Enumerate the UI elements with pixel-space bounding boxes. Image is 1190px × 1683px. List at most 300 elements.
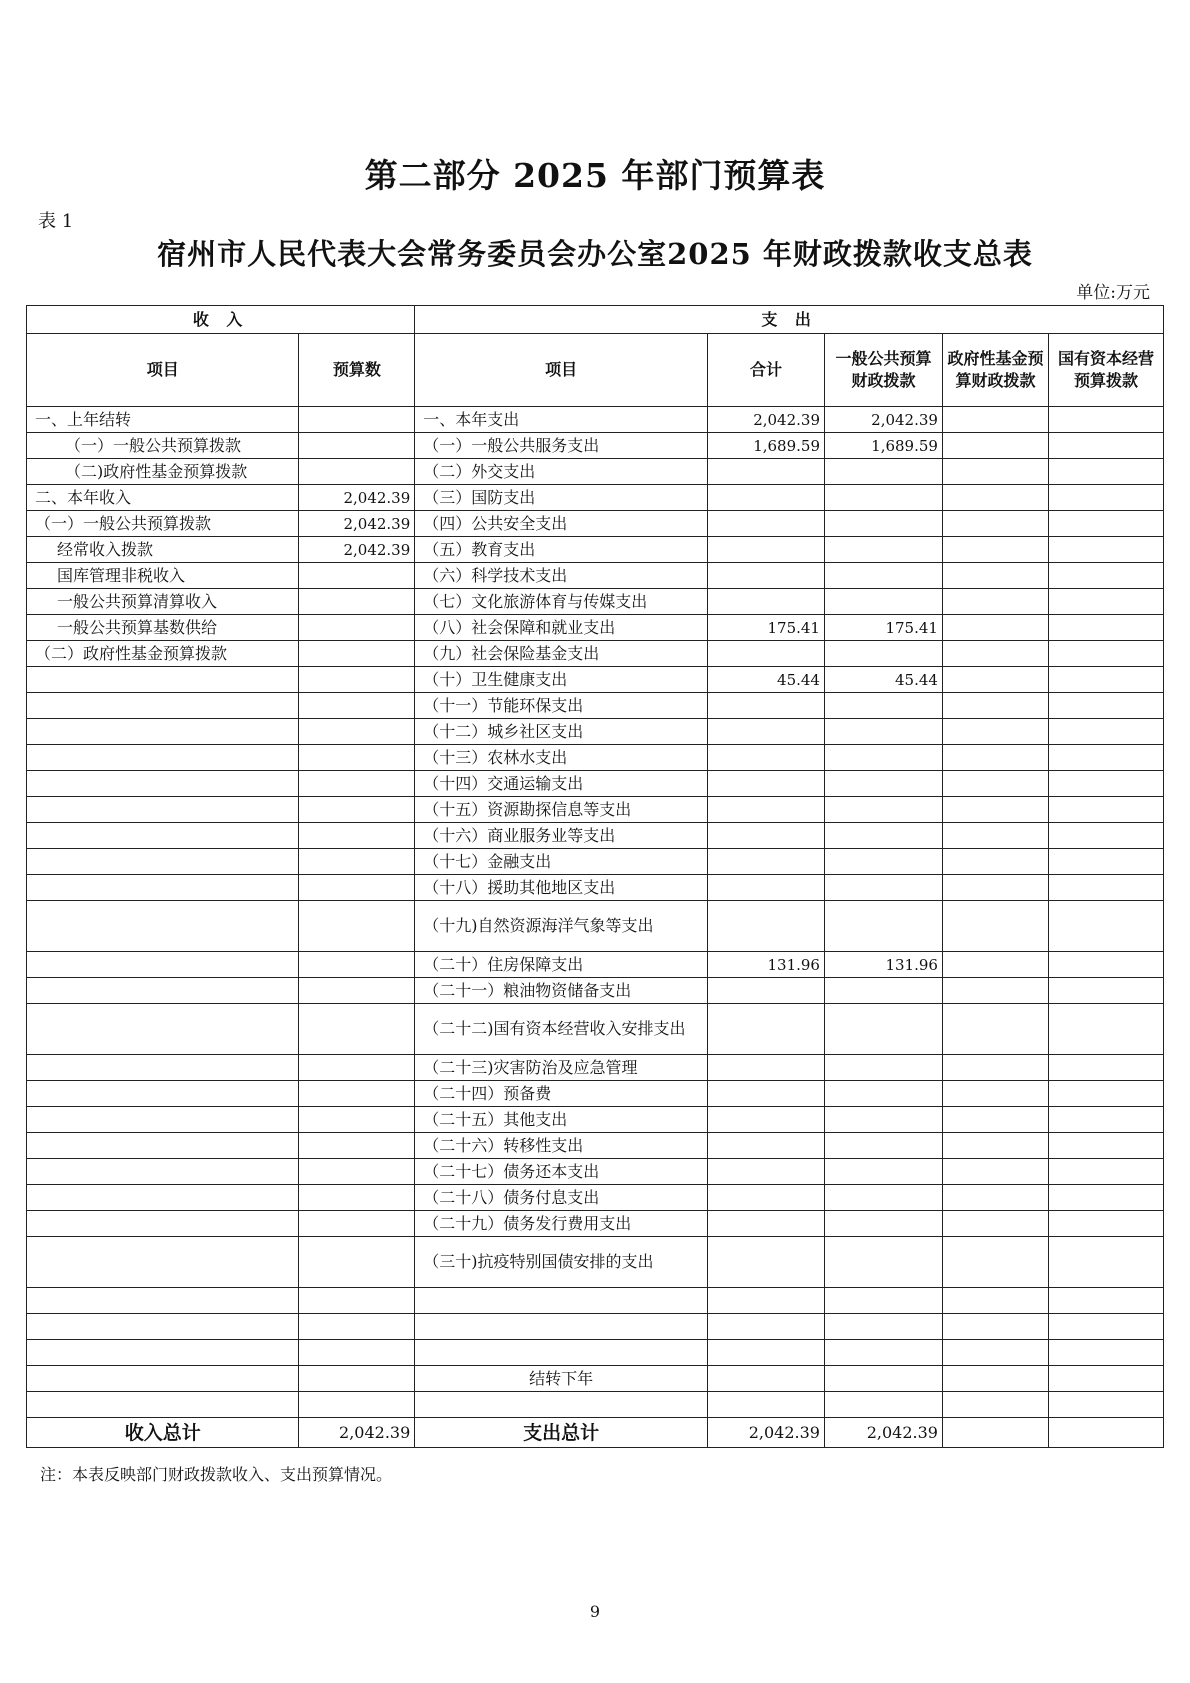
table-row — [27, 1288, 1164, 1314]
expense-state-capital — [1049, 1055, 1164, 1081]
expense-gov-fund — [942, 459, 1048, 485]
income-item: 一般公共预算基数供给 — [27, 615, 299, 641]
expense-item: （二十）住房保障支出 — [415, 952, 708, 978]
expense-item: （十四）交通运输支出 — [415, 771, 708, 797]
income-item — [27, 1366, 299, 1392]
expense-item: （三）国防支出 — [415, 485, 708, 511]
expense-gov-fund — [942, 1055, 1048, 1081]
expense-total — [708, 719, 825, 745]
income-amount — [299, 1004, 415, 1055]
expense-item: （五）教育支出 — [415, 537, 708, 563]
expense-item: （二十八）债务付息支出 — [415, 1185, 708, 1211]
expense-item: （三十)抗疫特别国债安排的支出 — [415, 1237, 708, 1288]
expense-total — [708, 641, 825, 667]
expense-item: （十九)自然资源海洋气象等支出 — [415, 901, 708, 952]
expense-gov-fund — [942, 978, 1048, 1004]
income-item: （二）政府性基金预算拨款 — [27, 641, 299, 667]
expense-gov-fund — [942, 901, 1048, 952]
expense-total — [708, 511, 825, 537]
expense-general-budget — [824, 459, 942, 485]
table-row — [27, 849, 1164, 875]
expense-total — [708, 537, 825, 563]
expense-state-capital — [1049, 1340, 1164, 1366]
expense-state-capital — [1049, 745, 1164, 771]
expense-total-amount: 2,042.39 — [708, 1418, 825, 1448]
expense-gov-fund — [942, 1340, 1048, 1366]
expense-state-capital — [1049, 797, 1164, 823]
expense-state-capital — [1049, 693, 1164, 719]
expense-item: （二）外交支出 — [415, 459, 708, 485]
expense-total — [708, 823, 825, 849]
expense-state-capital — [1049, 407, 1164, 433]
expense-general-budget: 2,042.39 — [824, 407, 942, 433]
expense-total: 45.44 — [708, 667, 825, 693]
income-amount — [299, 849, 415, 875]
expense-header: 支 出 — [415, 306, 1164, 334]
expense-total — [708, 485, 825, 511]
expense-total — [708, 1004, 825, 1055]
expense-item: （二十九）债务发行费用支出 — [415, 1211, 708, 1237]
page-number: 9 — [589, 1602, 601, 1621]
expense-total — [708, 693, 825, 719]
income-amount — [299, 719, 415, 745]
expense-gov-fund — [942, 1107, 1048, 1133]
expense-total — [708, 1081, 825, 1107]
table-row — [27, 667, 1164, 693]
expense-gov-fund — [942, 615, 1048, 641]
income-amount — [299, 1133, 415, 1159]
expense-gov-fund — [942, 693, 1048, 719]
income-item — [27, 952, 299, 978]
expense-item: （八）社会保障和就业支出 — [415, 615, 708, 641]
expense-gov-fund — [942, 563, 1048, 589]
expense-general-budget — [824, 1366, 942, 1392]
expense-gov-fund — [942, 433, 1048, 459]
expense-general-budget — [824, 745, 942, 771]
expense-general-budget: 1,689.59 — [824, 433, 942, 459]
expense-general-budget — [824, 771, 942, 797]
expense-general-budget: 45.44 — [824, 667, 942, 693]
table-row — [27, 1211, 1164, 1237]
expense-state-capital — [1049, 667, 1164, 693]
income-amount — [299, 1107, 415, 1133]
expense-item: （二十三)灾害防治及应急管理 — [415, 1055, 708, 1081]
expense-general-budget — [824, 901, 942, 952]
expense-total — [708, 771, 825, 797]
expense-item — [415, 1392, 708, 1418]
budget-table — [26, 305, 1164, 1448]
expense-state-capital — [1049, 1237, 1164, 1288]
table-row — [27, 1237, 1164, 1288]
table-row — [27, 1314, 1164, 1340]
expense-item: （十一）节能环保支出 — [415, 693, 708, 719]
expense-general-budget — [824, 1314, 942, 1340]
expense-gov-fund — [942, 875, 1048, 901]
expense-total — [708, 978, 825, 1004]
income-amount — [299, 563, 415, 589]
expense-gov-fund — [942, 1081, 1048, 1107]
table-row — [27, 1004, 1164, 1055]
income-amount: 2,042.39 — [299, 537, 415, 563]
income-header: 收 入 — [27, 306, 415, 334]
table-row — [27, 589, 1164, 615]
expense-state-capital — [1049, 823, 1164, 849]
expense-general-budget — [824, 849, 942, 875]
income-item: （一）一般公共预算拨款 — [27, 511, 299, 537]
expense-total — [708, 1340, 825, 1366]
expense-state-capital — [1049, 849, 1164, 875]
expense-item: （二十一）粮油物资储备支出 — [415, 978, 708, 1004]
expense-gov-fund — [942, 1288, 1048, 1314]
expense-general-budget — [824, 1237, 942, 1288]
expense-total — [708, 589, 825, 615]
expense-total-label: 支出总计 — [415, 1418, 708, 1448]
table-row — [27, 459, 1164, 485]
expense-gov-fund — [942, 589, 1048, 615]
expense-total — [708, 1055, 825, 1081]
expense-item: （二十四）预备费 — [415, 1081, 708, 1107]
expense-general-budget — [824, 1004, 942, 1055]
income-item — [27, 875, 299, 901]
income-item — [27, 901, 299, 952]
income-item — [27, 1211, 299, 1237]
expense-total — [708, 1159, 825, 1185]
expense-gov-fund — [942, 719, 1048, 745]
expense-total — [708, 745, 825, 771]
income-item — [27, 849, 299, 875]
expense-general-budget — [824, 719, 942, 745]
expense-total — [708, 1392, 825, 1418]
expense-total-general: 2,042.39 — [824, 1418, 942, 1448]
income-amount: 2,042.39 — [299, 511, 415, 537]
income-item: 二、本年收入 — [27, 485, 299, 511]
income-item: （一）一般公共预算拨款 — [27, 433, 299, 459]
income-amount — [299, 952, 415, 978]
income-amount — [299, 459, 415, 485]
expense-general-budget — [824, 1055, 942, 1081]
expense-state-capital — [1049, 641, 1164, 667]
expense-total: 175.41 — [708, 615, 825, 641]
part-title: 第二部分 2025 年部门预算表 — [364, 156, 826, 195]
expense-general-budget — [824, 589, 942, 615]
income-item — [27, 719, 299, 745]
expense-item: 一、本年支出 — [415, 407, 708, 433]
expense-item: （九）社会保险基金支出 — [415, 641, 708, 667]
table-row — [27, 537, 1164, 563]
expense-general-budget — [824, 1107, 942, 1133]
table-row — [27, 693, 1164, 719]
expense-gov-fund — [942, 407, 1048, 433]
income-item — [27, 1288, 299, 1314]
table-row — [27, 1340, 1164, 1366]
expense-general-budget — [824, 1340, 942, 1366]
expense-gov-fund — [942, 1133, 1048, 1159]
expense-total — [708, 1237, 825, 1288]
expense-state-capital — [1049, 1133, 1164, 1159]
income-amount — [299, 1392, 415, 1418]
income-item — [27, 1237, 299, 1288]
expense-state-capital — [1049, 433, 1164, 459]
expense-gov-fund — [942, 1392, 1048, 1418]
expense-total — [708, 1288, 825, 1314]
expense-general-budget — [824, 1211, 942, 1237]
expense-state-capital — [1049, 615, 1164, 641]
expense-total — [708, 797, 825, 823]
income-amount — [299, 1211, 415, 1237]
table-row — [27, 1159, 1164, 1185]
col-header-income-amount: 预算数 — [299, 334, 415, 407]
income-amount — [299, 901, 415, 952]
income-amount — [299, 1340, 415, 1366]
expense-total — [708, 1366, 825, 1392]
income-amount — [299, 615, 415, 641]
expense-item: （十八）援助其他地区支出 — [415, 875, 708, 901]
income-amount — [299, 641, 415, 667]
income-amount — [299, 1185, 415, 1211]
expense-state-capital — [1049, 485, 1164, 511]
expense-general-budget: 131.96 — [824, 952, 942, 978]
expense-general-budget — [824, 797, 942, 823]
expense-gov-fund — [942, 1366, 1048, 1392]
income-item — [27, 771, 299, 797]
table-row — [27, 771, 1164, 797]
table-row — [27, 615, 1164, 641]
income-total-label: 收入总计 — [27, 1418, 299, 1448]
expense-item — [415, 1314, 708, 1340]
table-row — [27, 1107, 1164, 1133]
expense-state-capital — [1049, 1288, 1164, 1314]
table-row — [27, 1133, 1164, 1159]
expense-total: 131.96 — [708, 952, 825, 978]
expense-item: （十）卫生健康支出 — [415, 667, 708, 693]
col-header-income-item: 项目 — [27, 334, 299, 407]
expense-state-capital — [1049, 1081, 1164, 1107]
income-item: 经常收入拨款 — [27, 537, 299, 563]
table-row — [27, 1185, 1164, 1211]
expense-general-budget — [824, 537, 942, 563]
income-amount — [299, 589, 415, 615]
expense-general-budget — [824, 1081, 942, 1107]
table-row — [27, 797, 1164, 823]
expense-total: 2,042.39 — [708, 407, 825, 433]
expense-gov-fund — [942, 641, 1048, 667]
expense-item: （一）一般公共服务支出 — [415, 433, 708, 459]
table-row — [27, 1392, 1164, 1418]
expense-state-capital — [1049, 1004, 1164, 1055]
table-row — [27, 485, 1164, 511]
table-row — [27, 433, 1164, 459]
table-row — [27, 901, 1164, 952]
income-item — [27, 1159, 299, 1185]
income-amount — [299, 1288, 415, 1314]
expense-gov-fund — [942, 511, 1048, 537]
expense-gov-fund — [942, 1185, 1048, 1211]
income-item: （二)政府性基金预算拨款 — [27, 459, 299, 485]
income-amount — [299, 771, 415, 797]
expense-total — [708, 1107, 825, 1133]
table-title: 宿州市人民代表大会常务委员会办公室2025 年财政拨款收支总表 — [157, 237, 1033, 271]
table-row — [27, 641, 1164, 667]
expense-total — [708, 1185, 825, 1211]
expense-general-budget — [824, 563, 942, 589]
expense-item: （二十六）转移性支出 — [415, 1133, 708, 1159]
expense-state-capital — [1049, 1107, 1164, 1133]
expense-gov-fund — [942, 771, 1048, 797]
expense-gov-fund — [942, 667, 1048, 693]
expense-gov-fund — [942, 745, 1048, 771]
expense-state-capital — [1049, 1392, 1164, 1418]
expense-state-capital — [1049, 719, 1164, 745]
income-amount — [299, 1314, 415, 1340]
table-row — [27, 719, 1164, 745]
income-amount — [299, 797, 415, 823]
income-amount — [299, 1081, 415, 1107]
expense-general-budget — [824, 1159, 942, 1185]
income-item — [27, 823, 299, 849]
expense-state-capital — [1049, 771, 1164, 797]
expense-gov-fund — [942, 1314, 1048, 1340]
income-item — [27, 978, 299, 1004]
column-header-row — [27, 334, 1164, 407]
expense-state-capital — [1049, 537, 1164, 563]
expense-item: （十七）金融支出 — [415, 849, 708, 875]
expense-general-budget: 175.41 — [824, 615, 942, 641]
expense-state-capital — [1049, 511, 1164, 537]
expense-general-budget — [824, 978, 942, 1004]
col-header-expense-item: 项目 — [415, 334, 708, 407]
expense-total — [708, 459, 825, 485]
expense-gov-fund — [942, 1004, 1048, 1055]
expense-general-budget — [824, 641, 942, 667]
table-row — [27, 407, 1164, 433]
expense-general-budget — [824, 693, 942, 719]
table-row — [27, 823, 1164, 849]
table-row — [27, 1081, 1164, 1107]
expense-item: （二十七）债务还本支出 — [415, 1159, 708, 1185]
table-row — [27, 952, 1164, 978]
unit-label: 单位:万元 — [1076, 283, 1150, 303]
expense-total — [708, 901, 825, 952]
expense-item: （十五）资源勘探信息等支出 — [415, 797, 708, 823]
income-amount — [299, 875, 415, 901]
table-note: 注：本表反映部门财政拨款收入、支出预算情况。 — [40, 1465, 393, 1484]
income-item: 国库管理非税收入 — [27, 563, 299, 589]
expense-item: （十二）城乡社区支出 — [415, 719, 708, 745]
expense-total — [708, 1211, 825, 1237]
expense-state-capital — [1049, 1314, 1164, 1340]
col-header-gov-fund: 政府性基金预算财政拨款 — [942, 334, 1048, 407]
expense-state-capital — [1049, 901, 1164, 952]
expense-gov-fund — [942, 485, 1048, 511]
income-total-amount: 2,042.39 — [299, 1418, 415, 1448]
section-header-row — [27, 306, 1164, 334]
expense-item: （二十二)国有资本经营收入安排支出 — [415, 1004, 708, 1055]
table-number: 表 1 — [38, 211, 74, 232]
income-amount — [299, 1055, 415, 1081]
table-row — [27, 978, 1164, 1004]
income-amount — [299, 745, 415, 771]
income-item — [27, 1107, 299, 1133]
expense-gov-fund — [942, 1211, 1048, 1237]
expense-gov-fund — [942, 1237, 1048, 1288]
col-header-general-budget: 一般公共预算财政拨款 — [824, 334, 942, 407]
income-item: 一、上年结转 — [27, 407, 299, 433]
income-item — [27, 1055, 299, 1081]
expense-total — [708, 849, 825, 875]
income-amount — [299, 693, 415, 719]
income-item — [27, 1185, 299, 1211]
expense-total — [708, 1314, 825, 1340]
income-amount — [299, 1366, 415, 1392]
expense-general-budget — [824, 485, 942, 511]
col-header-state-capital: 国有资本经营预算拨款 — [1049, 334, 1164, 407]
income-amount — [299, 1237, 415, 1288]
expense-item: 结转下年 — [415, 1366, 708, 1392]
expense-total: 1,689.59 — [708, 433, 825, 459]
income-item — [27, 745, 299, 771]
table-row — [27, 1055, 1164, 1081]
income-item — [27, 1004, 299, 1055]
expense-state-capital — [1049, 978, 1164, 1004]
expense-item: （四）公共安全支出 — [415, 511, 708, 537]
income-item — [27, 667, 299, 693]
income-item — [27, 1392, 299, 1418]
income-amount — [299, 667, 415, 693]
table-row — [27, 875, 1164, 901]
expense-state-capital — [1049, 1211, 1164, 1237]
table-row — [27, 563, 1164, 589]
expense-item — [415, 1340, 708, 1366]
expense-total — [708, 1133, 825, 1159]
expense-item — [415, 1288, 708, 1314]
income-amount — [299, 1159, 415, 1185]
expense-gov-fund — [942, 537, 1048, 563]
expense-state-capital — [1049, 1159, 1164, 1185]
expense-item: （六）科学技术支出 — [415, 563, 708, 589]
expense-gov-fund — [942, 823, 1048, 849]
income-item — [27, 797, 299, 823]
table-row — [27, 1366, 1164, 1392]
income-amount — [299, 407, 415, 433]
income-amount: 2,042.39 — [299, 485, 415, 511]
expense-state-capital — [1049, 589, 1164, 615]
expense-general-budget — [824, 1133, 942, 1159]
expense-general-budget — [824, 823, 942, 849]
income-amount — [299, 978, 415, 1004]
expense-gov-fund — [942, 1159, 1048, 1185]
income-item — [27, 1133, 299, 1159]
expense-state-capital — [1049, 875, 1164, 901]
expense-item: （十六）商业服务业等支出 — [415, 823, 708, 849]
income-amount — [299, 823, 415, 849]
expense-total-gov-fund — [942, 1418, 1048, 1448]
income-item — [27, 1314, 299, 1340]
expense-general-budget — [824, 1185, 942, 1211]
income-amount — [299, 433, 415, 459]
expense-general-budget — [824, 1392, 942, 1418]
expense-state-capital — [1049, 459, 1164, 485]
expense-state-capital — [1049, 1366, 1164, 1392]
expense-gov-fund — [942, 952, 1048, 978]
expense-total — [708, 875, 825, 901]
expense-item: （二十五）其他支出 — [415, 1107, 708, 1133]
income-item: 一般公共预算清算收入 — [27, 589, 299, 615]
table-row — [27, 745, 1164, 771]
expense-state-capital — [1049, 563, 1164, 589]
income-item — [27, 1081, 299, 1107]
income-item — [27, 1340, 299, 1366]
expense-state-capital — [1049, 952, 1164, 978]
